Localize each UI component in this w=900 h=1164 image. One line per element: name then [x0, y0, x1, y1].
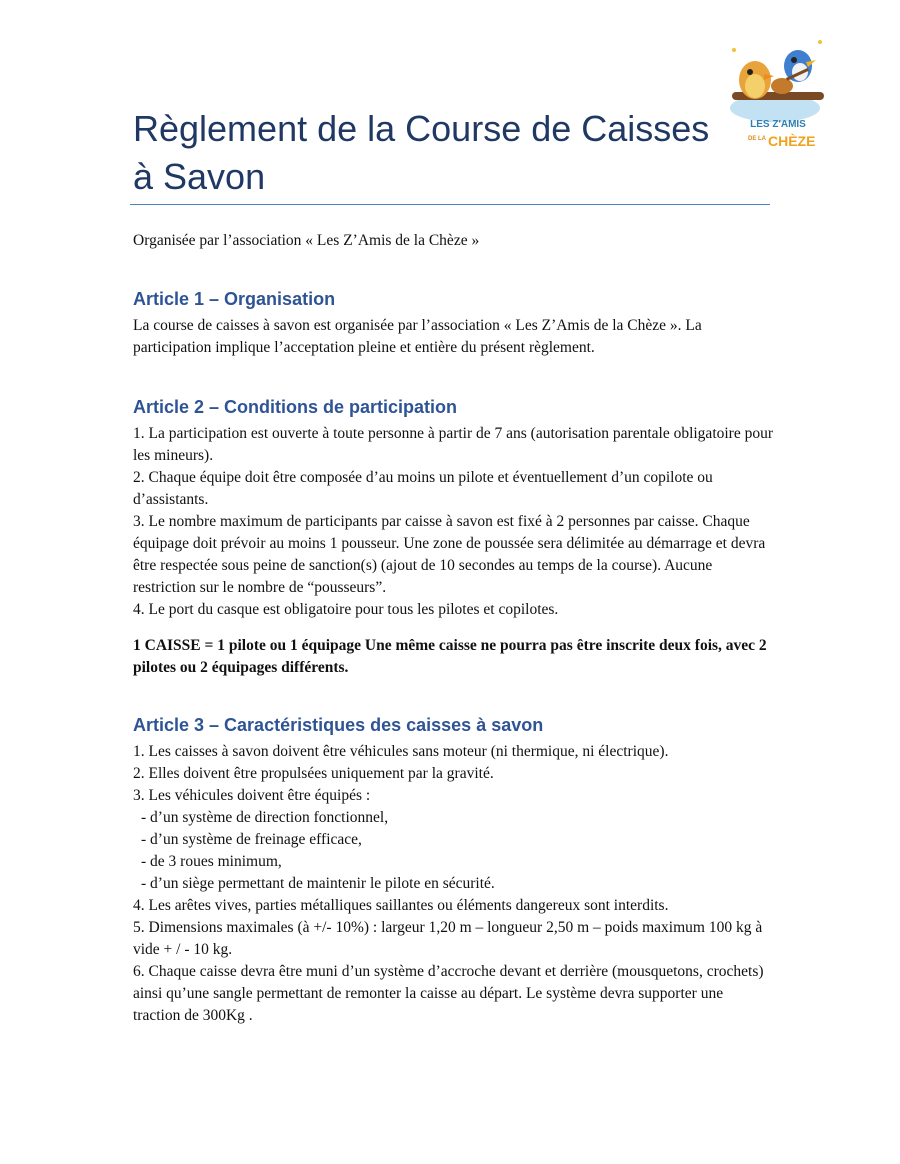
list-item: 4. Le port du casque est obligatoire pour tous les pilotes et copilotes. [133, 601, 559, 618]
list-item: 1. La participation est ouverte à toute personne à partir de 7 ans (autorisation parentale obligatoire pour les mineurs). [133, 425, 774, 464]
list-subitem: - de 3 roues minimum, [141, 853, 282, 870]
list-item: 3. Les véhicules doivent être équipés : [133, 787, 371, 804]
list-item: 3. Le nombre maximum de participants par caisse à savon est fixé à 2 personnes par caisse. Chaque équipage doit prévoir au moins 1 pousseur. Une zone de poussée sera délimitée au démarrage et devra être respectée sous peine de sanction(s) (ajout de 10 secondes au temps de la course). Aucune restriction sur le nombre de “pousseurs”. [133, 513, 766, 596]
list-item: 5. Dimensions maximales (à +/- 10%) : largeur 1,20 m – longueur 2,50 m – poids maximum 100 kg à vide + / - 10 kg. [133, 919, 763, 958]
list-item: 1. Les caisses à savon doivent être véhicules sans moteur (ni thermique, ni électrique). [133, 743, 669, 760]
article-3 [133, 713, 773, 1027]
article-heading: Article 1 – Organisation [133, 289, 336, 309]
svg-text:CHÈZE: CHÈZE [768, 133, 816, 149]
svg-text:DE LA: DE LA [748, 136, 766, 142]
bold-note: 1 CAISSE = 1 pilote ou 1 équipage Une même caisse ne pourra pas être inscrite deux fois, avec 2 pilotes ou 2 équipages différents. [133, 637, 767, 676]
article-heading: Article 3 – Caractéristiques des caisses à savon [133, 715, 544, 735]
article-1 [133, 287, 773, 359]
document-title: Règlement de la Course de Caisses à Savon [133, 108, 710, 197]
list-subitem: - d’un système de freinage efficace, [141, 831, 362, 848]
list-item: 2. Chaque équipe doit être composée d’au moins un pilote et éventuellement d’un copilote ou d’assistants. [133, 469, 713, 508]
svg-text:LES Z'AMIS: LES Z'AMIS [750, 119, 806, 130]
list-subitem: - d’un siège permettant de maintenir le pilote en sécurité. [141, 875, 495, 892]
association-logo [720, 30, 835, 158]
document-subtitle: Organisée par l’association « Les Z’Amis de la Chèze » [133, 232, 480, 249]
title-divider [130, 204, 770, 205]
article-2 [133, 395, 773, 679]
article-text: La course de caisses à savon est organisée par l’association « Les Z’Amis de la Chèze ». La participation implique l’acceptation pleine et entière du présent règlement. [133, 317, 702, 356]
list-item: 6. Chaque caisse devra être muni d’un système d’accroche devant et derrière (mousquetons, crochets) ainsi qu’une sangle permettant de remonter la caisse au départ. Le système devra supporter une traction de 300Kg . [133, 963, 764, 1024]
list-item: 4. Les arêtes vives, parties métalliques saillantes ou éléments dangereux sont interdits. [133, 897, 669, 914]
list-subitem: - d’un système de direction fonctionnel, [141, 809, 389, 826]
list-item: 2. Elles doivent être propulsées uniquement par la gravité. [133, 765, 494, 782]
article-heading: Article 2 – Conditions de participation [133, 397, 458, 417]
